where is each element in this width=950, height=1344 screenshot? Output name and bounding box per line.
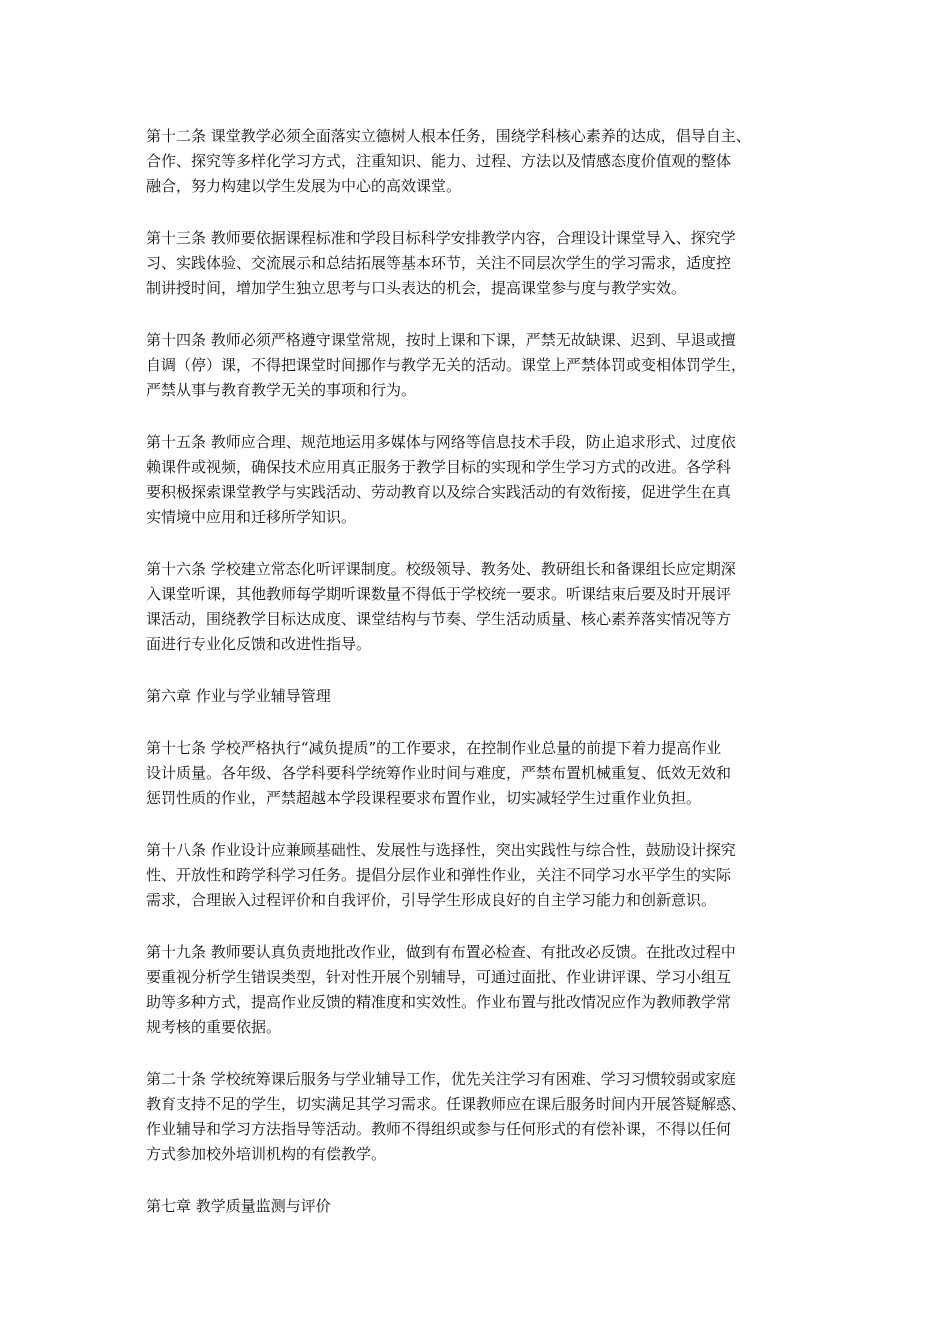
article-18: 第十八条 作业设计应兼顾基础性、发展性与选择性，突出实践性与综合性，鼓励设计探究 性、开放性和跨学科学习任务。提倡分层作业和弹性作业，关注不同学习水平学生的实际 需求，合理嵌入过程评价和自我评价，引导学生形成良好的自主学习能力和创新意识。 (146, 841, 736, 909)
article-20: 第二十条 学校统筹课后服务与学业辅导工作，优先关注学习有困难、学习习惯较弱或家庭 教育支持不足的学生，切实满足其学习需求。任课教师应在课后服务时间内开展答疑解惑、 作业辅导和学习方法指导等活动。教师不得组织或参与任何形式的有偿补课，不得以任何 方式参加校外培训机构的有偿教学。 (146, 1070, 747, 1163)
article-13: 第十三条 教师要依据课程标准和学段目标科学安排教学内容，合理设计课堂导入、探究学 习、实践体验、交流展示和总结拓展等基本环节，关注不同层次学生的学习需求，适度控 制讲授时间，增加学生独立思考与口头表达的机会，提高课堂参与度与教学实效。 (146, 229, 736, 297)
chapter-6-heading: 第六章 作业与学业辅导管理 (146, 687, 331, 705)
article-19: 第十九条 教师要认真负责地批改作业，做到有布置必检查、有批改必反馈。在批改过程中 要重视分析学生错误类型，针对性开展个别辅导，可通过面批、作业讲评课、学习小组互 助等多种方式，提高作业反馈的精准度和实效性。作业布置与批改情况应作为教师教学常 规考核的重要依据。 (146, 943, 736, 1036)
article-12: 第十二条 课堂教学必须全面落实立德树人根本任务，围绕学科核心素养的达成，倡导自主、 合作、探究等多样化学习方式，注重知识、能力、过程、方法以及情感态度价值观的整体 融合，努力构建以学生发展为中心的高效课堂。 (146, 127, 751, 195)
article-16: 第十六条 学校建立常态化听评课制度。校级领导、教务处、教研组长和备课组长应定期深 入课堂听课，其他教师每学期听课数量不得低于学校统一要求。听课结束后要及时开展评 课活动，围绕教学目标达成度、课堂结构与节奏、学生活动质量、核心素养落实情况等方 面进行专业化反馈和改进性指导。 (146, 560, 736, 653)
article-15: 第十五条 教师应合理、规范地运用多媒体与网络等信息技术手段，防止追求形式、过度依 赖课件或视频，确保技术应用真正服务于教学目标的实现和学生学习方式的改进。各学科 要积极探索课堂教学与实践活动、劳动教育以及综合实践活动的有效衔接，促进学生在真 实情境中应用和迁移所学知识。 (146, 433, 736, 526)
article-17: 第十七条 学校严格执行“减负提质”的工作要求，在控制作业总量的前提下着力提高作业 设计质量。各年级、各学科要科学统筹作业时间与难度，严禁布置机械重复、低效无效和 惩罚性质的作业，严禁超越本学段课程要求布置作业，切实减轻学生过重作业负担。 (146, 739, 732, 807)
document-page (146, 124, 814, 1246)
article-14: 第十四条 教师必须严格遵守课堂常规，按时上课和下课，严禁无故缺课、迟到、早退或擅 自调（停）课，不得把课堂时间挪作与教学无关的活动。课堂上严禁体罚或变相体罚学生， 严禁从事与教育教学无关的事项和行为。 (146, 331, 747, 399)
chapter-7-heading: 第七章 教学质量监测与评价 (146, 1197, 331, 1215)
